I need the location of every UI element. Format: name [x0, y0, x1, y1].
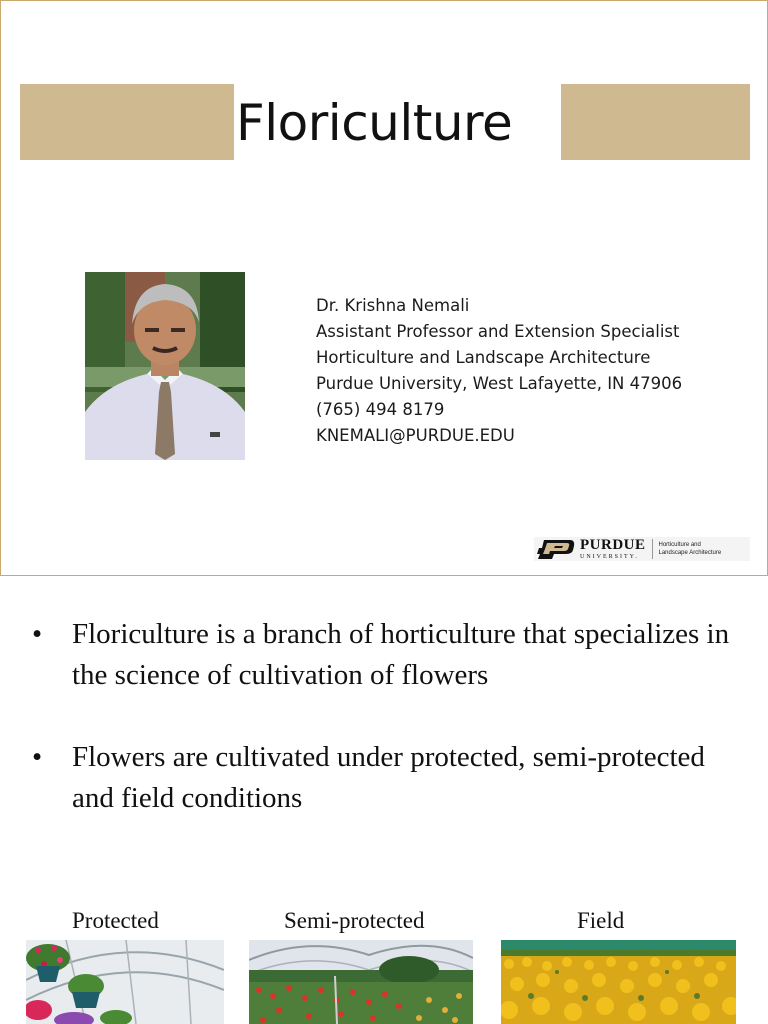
logo-wordmark: PURDUE	[580, 537, 646, 553]
logo-divider	[652, 539, 653, 559]
label-protected: Protected	[72, 908, 159, 933]
contact-email: KNEMALI@PURDUE.EDU	[316, 426, 515, 445]
contact-phone: (765) 494 8179	[316, 400, 445, 419]
logo-university: UNIVERSITY.	[580, 554, 639, 560]
title-accent-bar-right	[561, 84, 750, 160]
bullet-text: Floriculture is a branch of horticulture that specializes in the science of cultivation of flowers	[72, 618, 730, 691]
purdue-p-logo-icon	[536, 538, 576, 560]
contact-department: Horticulture and Landscape Architecture	[316, 348, 651, 367]
contact-block	[316, 293, 682, 449]
bullet-item	[32, 737, 732, 819]
bullet-symbol: •	[32, 618, 43, 650]
portrait-image	[85, 272, 245, 460]
label-semi-protected: Semi-protected	[284, 908, 425, 933]
bullet-symbol: •	[32, 741, 43, 773]
slide-title: Floriculture	[236, 94, 513, 152]
semi-protected-image	[249, 940, 473, 1024]
logo-dept-line1: Horticulture and	[658, 542, 701, 548]
logo-dept-line2: Landscape Architecture	[658, 550, 722, 556]
contact-address: Purdue University, West Lafayette, IN 47906	[316, 374, 683, 393]
contact-name: Dr. Krishna Nemali	[316, 296, 470, 315]
purdue-logo	[534, 537, 750, 561]
bullet-item	[32, 614, 732, 696]
bullet-text: Flowers are cultivated under protected, semi-protected and field conditions	[72, 741, 705, 814]
field-image	[501, 940, 736, 1024]
protected-greenhouse-image	[26, 940, 224, 1024]
bullet-list	[32, 614, 732, 860]
logo-department	[659, 541, 722, 557]
speaker-photo	[85, 272, 245, 460]
title-accent-bar-left	[20, 84, 234, 160]
label-field: Field	[577, 908, 625, 933]
contact-position: Assistant Professor and Extension Specialist	[316, 322, 680, 341]
